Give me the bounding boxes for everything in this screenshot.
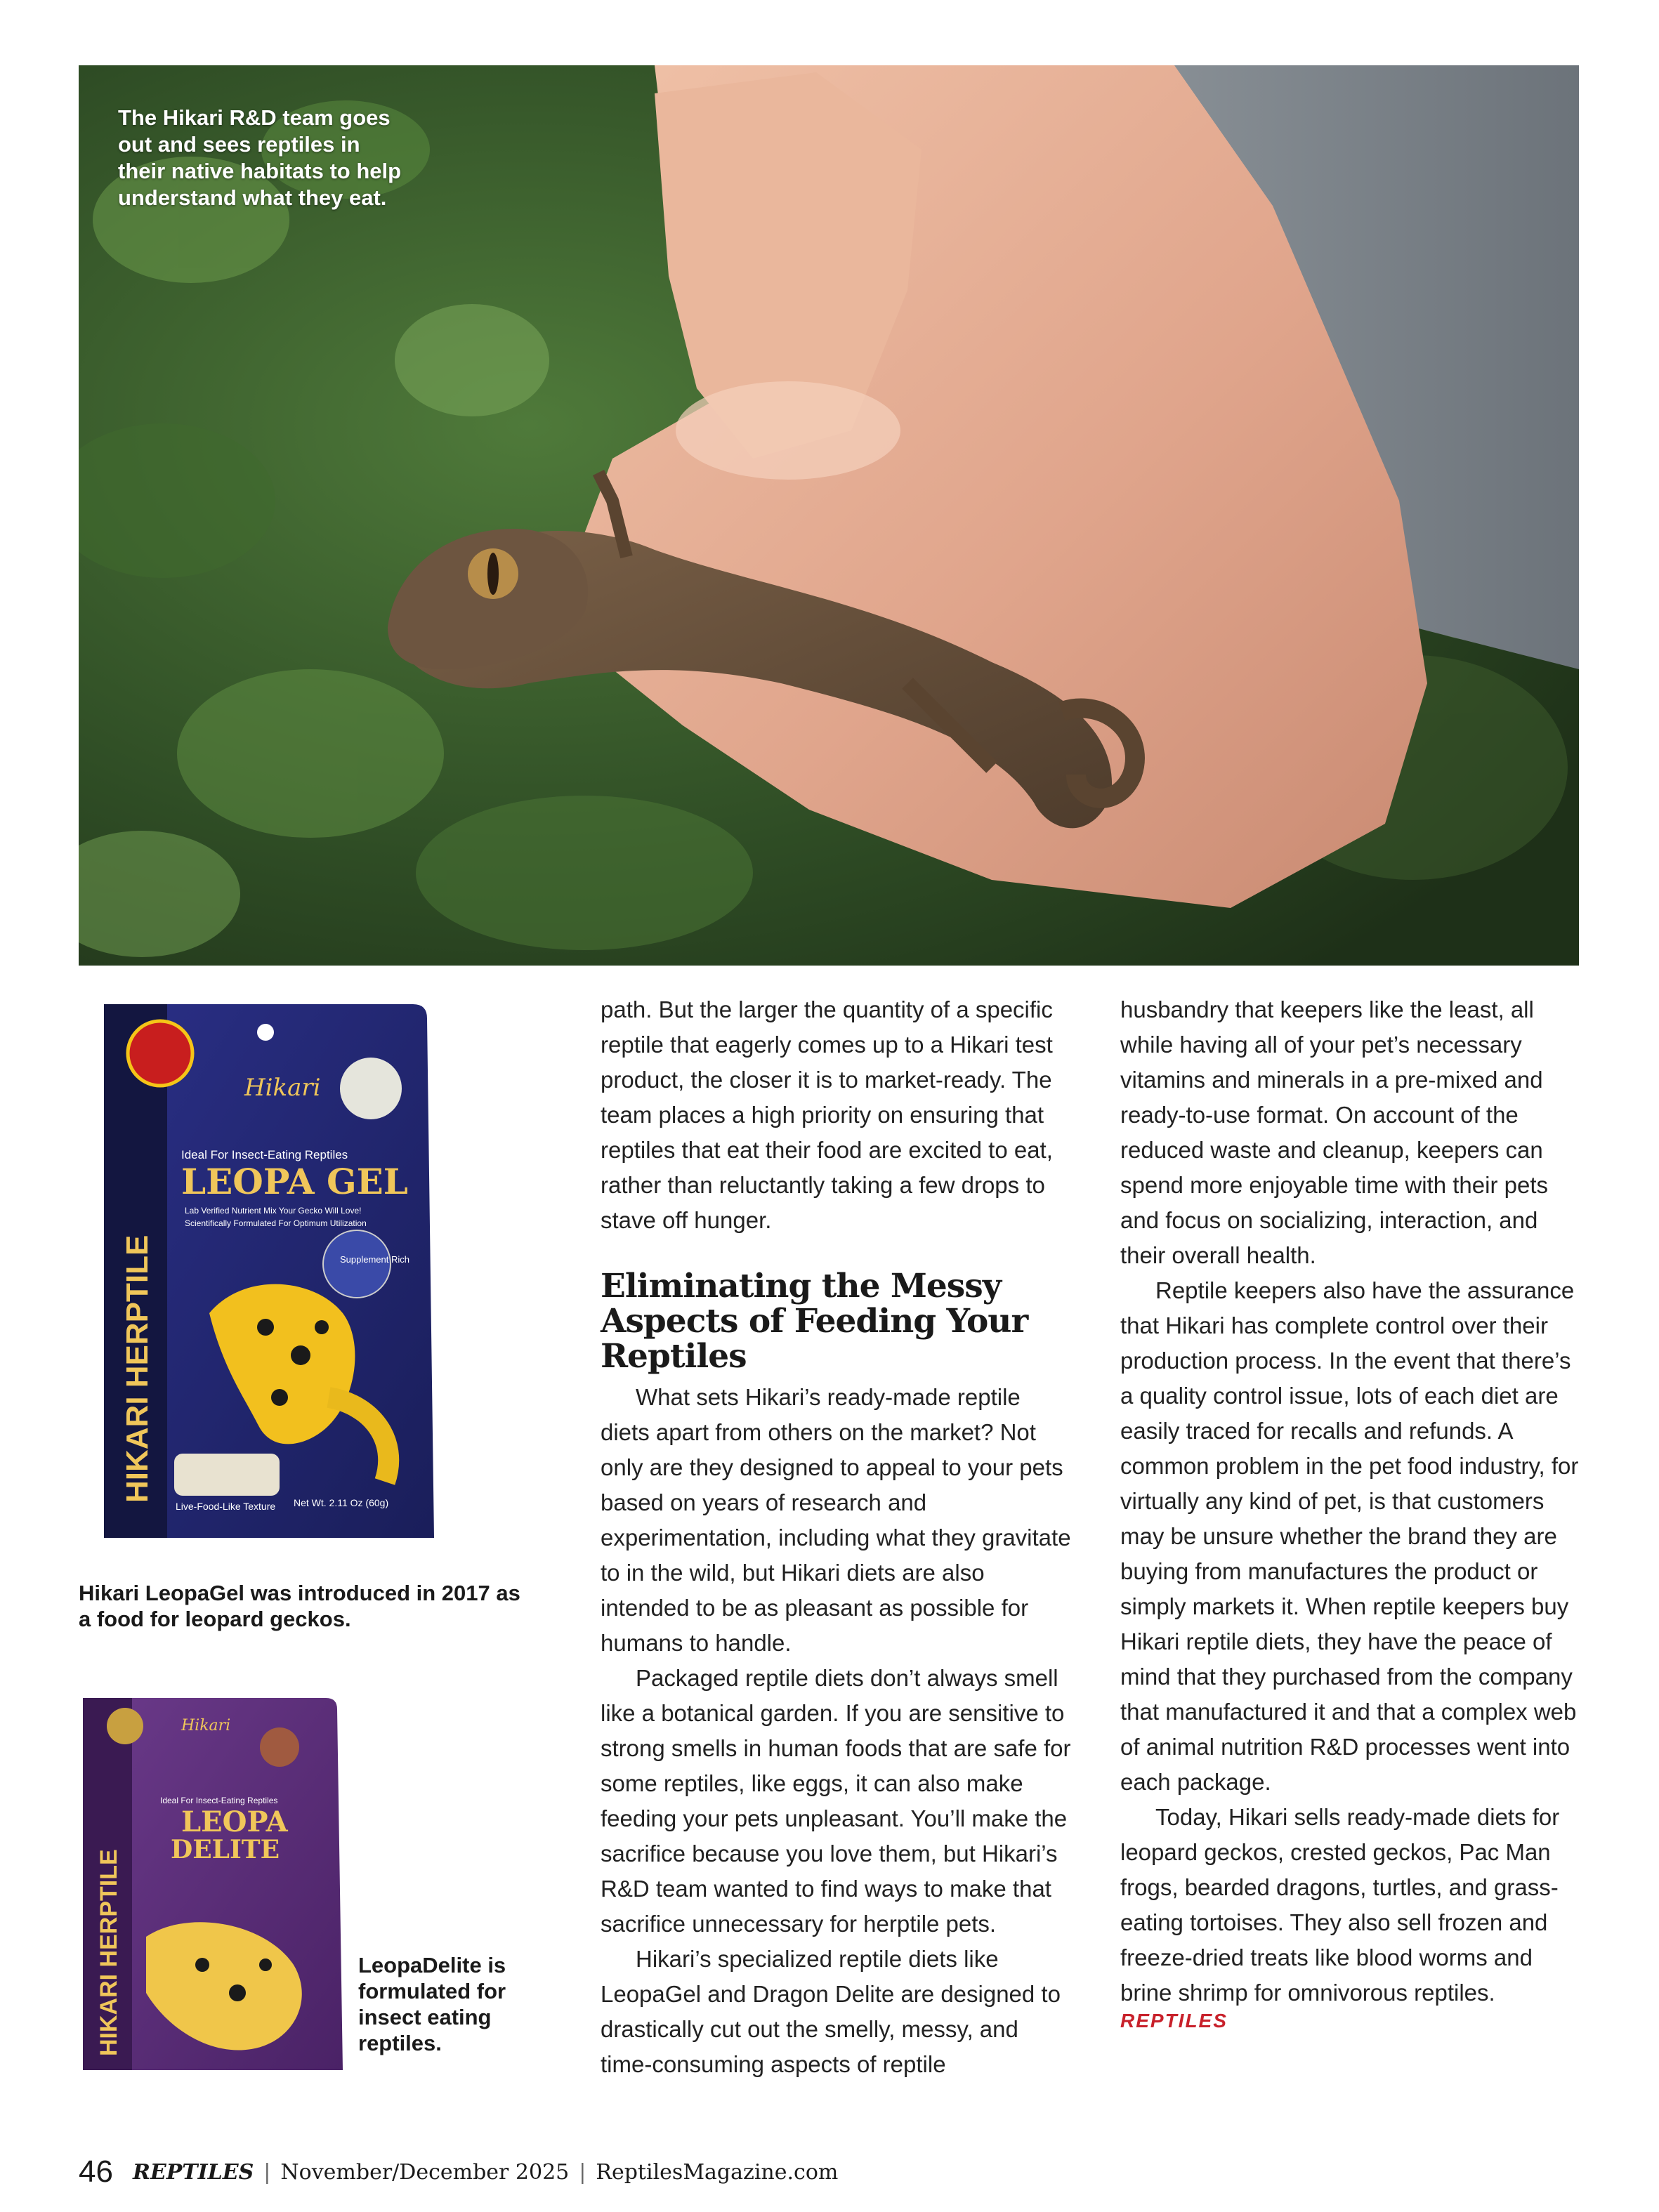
- leopadelite-tagline: Ideal For Insect-Eating Reptiles: [160, 1796, 278, 1805]
- issue-date: November/December 2025: [280, 2160, 570, 2185]
- footer-separator: |: [579, 2160, 586, 2185]
- leopagel-net-weight: Net Wt. 2.11 Oz (60g): [294, 1497, 389, 1508]
- leopagel-brand: Hikari: [244, 1074, 321, 1102]
- article-paragraph: Hikari’s specialized reptile diets like LeopaGel and Dragon Delite are designed to drastically cut out the smelly, messy, and time-consuming aspects of reptile: [601, 1946, 1061, 2077]
- leopagel-badge: Supplement Rich: [340, 1254, 409, 1265]
- article-column-right: [1120, 992, 1584, 2032]
- article-paragraph: Packaged reptile diets don’t always smell like a botanical garden. If you are sensitive to strong smells in human foods that are safe for some reptiles, like eggs, it can also make feeding your pets unpleasant. You’ll make the sacrifice because you love them, but Hikari’s R&D team wanted to find ways to make that sacrifice unnecessary for herptile pets.: [601, 1665, 1071, 1937]
- section-heading: Eliminating the Messy Aspects of Feeding Your Reptiles: [601, 1267, 1028, 1376]
- hero-photo: [79, 65, 1579, 966]
- leopadelite-name-line1: LEOPA: [181, 1805, 288, 1838]
- page-number: 46: [79, 2154, 113, 2189]
- leopagel-name: LEOPA GEL: [181, 1161, 408, 1202]
- article-paragraph: Reptile keepers also have the assurance that Hikari has complete control over their production process. In the event that there’s a quality control issue, lots of each diet are easily traced for recalls and refunds. A common problem in the pet food industry, for virtually any kind of pet, is that customers may be unsure whether the brand they are buying from manufactures the product or simply markets it. When reptile keepers buy Hikari reptile diets, they have the peace of mind that they purchased from the company that manufactured it and that a complex web of animal nutrition R&D processes went into each package.: [1120, 1277, 1579, 1795]
- leopagel-side-text: HIKARI HERPTILE: [120, 1235, 155, 1503]
- leopagel-package-graphic: [104, 1004, 434, 1545]
- leopagel-bullet-1: Lab Verified Nutrient Mix Your Gecko Will Love!: [185, 1206, 362, 1216]
- leopadelite-package-image: [83, 1698, 343, 2077]
- leopagel-texture: Live-Food-Like Texture: [176, 1501, 276, 1512]
- article-paragraph: Today, Hikari sells ready-made diets for leopard geckos, crested geckos, Pac Man frogs, bearded dragons, turtles, and grass-eating tortoises. They also sell frozen and freeze-dried treats like blood worms and brine shrimp for omnivorous reptiles.: [1120, 1804, 1560, 2006]
- article-paragraph: What sets Hikari’s ready-made reptile diets apart from others on the market? Not only are they designed to appeal to your pets based on years of research and experimentation, including what they gravitate to in the wild, but Hikari diets are also intended to be as pleasant as possible for humans to handle.: [601, 1384, 1071, 1656]
- leopagel-caption: Hikari LeopaGel was introduced in 2017 as a food for leopard geckos.: [79, 1581, 520, 1631]
- leopadelite-side-text: HIKARI HERPTILE: [96, 1849, 122, 2056]
- leopadelite-caption: LeopaDelite is formulated for insect eating reptiles.: [358, 1953, 506, 2055]
- leopagel-bullet-2: Scientifically Formulated For Optimum Utilization: [185, 1218, 367, 1228]
- article-paragraph: path. But the larger the quantity of a specific reptile that eagerly comes up to a Hikari test product, the closer it is to market-ready. The team places a high priority on ensuring that reptiles that eat their food are excited to eat, rather than reluctantly taking a few drops to stave off hunger.: [601, 996, 1053, 1233]
- footer-separator: |: [263, 2160, 271, 2185]
- leopadelite-package-graphic: [83, 1698, 343, 2077]
- website-link[interactable]: ReptilesMagazine.com: [596, 2160, 839, 2185]
- article-column-middle: [601, 992, 1071, 2082]
- leopadelite-brand: Hikari: [181, 1717, 231, 1734]
- page-footer: [79, 2154, 838, 2190]
- leopagel-package-image: [104, 1004, 434, 1545]
- end-signature: REPTILES: [1120, 2010, 1228, 2032]
- hero-caption: The Hikari R&D team goes out and sees reptiles in their native habitats to help understand what they eat.: [118, 105, 402, 210]
- leopadelite-name-line2: DELITE: [171, 1835, 280, 1864]
- magazine-name: REPTILES: [132, 2160, 254, 2185]
- article-paragraph: husbandry that keepers like the least, all while having all of your pet’s necessary vitamins and minerals in a pre-mixed and ready-to-use format. On account of the reduced waste and cleanup, keepers can spend more enjoyable time with their pets and focus on socializing, interaction, and their overall health.: [1120, 996, 1548, 1268]
- leopagel-tagline: Ideal For Insect-Eating Reptiles: [181, 1148, 348, 1161]
